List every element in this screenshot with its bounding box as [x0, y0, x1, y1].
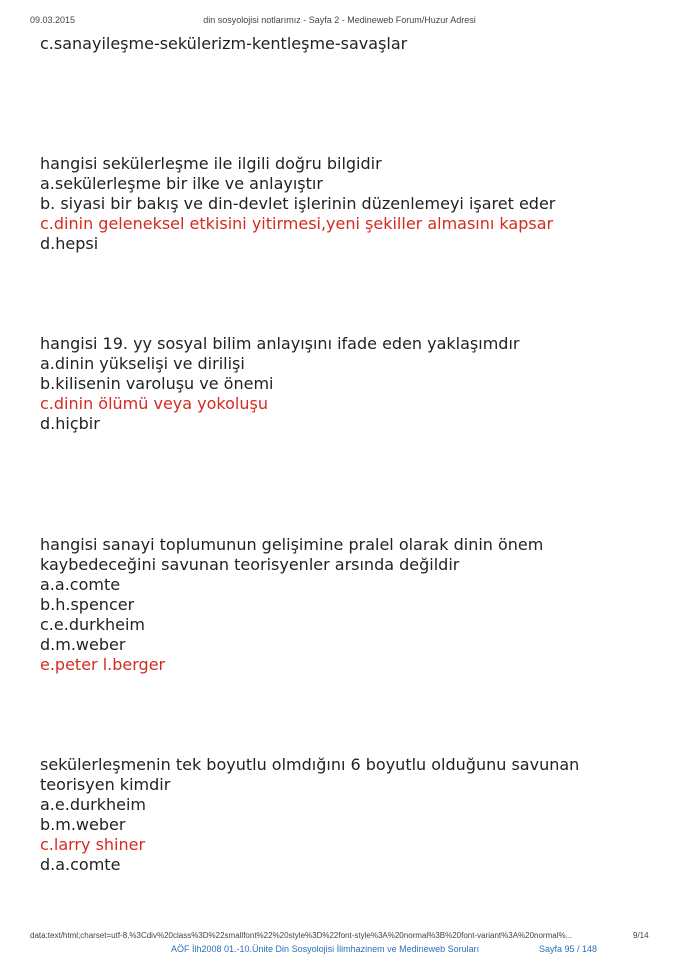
option-line: b.kilisenin varoluşu ve önemi — [40, 374, 274, 393]
print-page-number: 9/14 — [633, 931, 649, 940]
answer-line: c.larry shiner — [40, 835, 146, 854]
option-line: d.hepsi — [40, 234, 99, 253]
book-title-footer: AÖF İlh2008 01.-10.Ünite Din Sosyolojisi İlimhazinem ve Medineweb Soruları — [171, 944, 480, 954]
print-footer-url: data:text/html;charset=utf-8,%3Cdiv%20class%3D%22smallfont%22%20style%3D%22font-style%3A%20normal%3B%20font-variant%3A%20normal%... — [30, 931, 573, 940]
option-line: a.e.durkheim — [40, 795, 146, 814]
option-line: a.sekülerleşme bir ilke ve anlayıştır — [40, 174, 323, 193]
question-block — [40, 535, 543, 675]
option-line: b. siyasi bir bakış ve din-devlet işlerinin düzenlemeyi işaret eder — [40, 194, 556, 213]
option-line: c.e.durkheim — [40, 615, 145, 634]
option-line: d.a.comte — [40, 855, 121, 874]
question-text: sekülerleşmenin tek boyutlu olmdığını 6 boyutlu olduğunu savunan — [40, 755, 580, 774]
answer-line: c.dinin ölümü veya yokoluşu — [40, 394, 268, 413]
question-text: hangisi 19. yy sosyal bilim anlayışını ifade eden yaklaşımdır — [40, 334, 520, 353]
print-page-title: din sosyolojisi notlarımız - Sayfa 2 - Medineweb Forum/Huzur Adresi — [203, 15, 476, 25]
option-line: teorisyen kimdir — [40, 775, 171, 794]
question-block — [40, 154, 555, 254]
option-line: d.m.weber — [40, 635, 126, 654]
answer-line: e.peter l.berger — [40, 655, 166, 674]
option-line: b.m.weber — [40, 815, 126, 834]
question-block — [40, 34, 407, 54]
option-line: kaybedeceğini savunan teorisyenler arsında değildir — [40, 555, 460, 574]
answer-line: c.dinin geleneksel etkisini yitirmesi,yeni şekiller almasını kapsar — [40, 214, 554, 233]
option-line: a.a.comte — [40, 575, 121, 594]
option-line: a.dinin yükselişi ve dirilişi — [40, 354, 245, 373]
question-block — [40, 334, 519, 434]
option-line: d.hiçbir — [40, 414, 100, 433]
question-text: c.sanayileşme-sekülerizm-kentleşme-savaşlar — [40, 34, 408, 53]
book-page-number: Sayfa 95 / 148 — [539, 944, 598, 954]
question-text: hangisi sanayi toplumunun gelişimine pralel olarak dinin önem — [40, 535, 544, 554]
question-block — [40, 755, 579, 875]
question-text: hangisi sekülerleşme ile ilgili doğru bilgidir — [40, 154, 382, 173]
print-date: 09.03.2015 — [30, 15, 76, 25]
option-line: b.h.spencer — [40, 595, 135, 614]
